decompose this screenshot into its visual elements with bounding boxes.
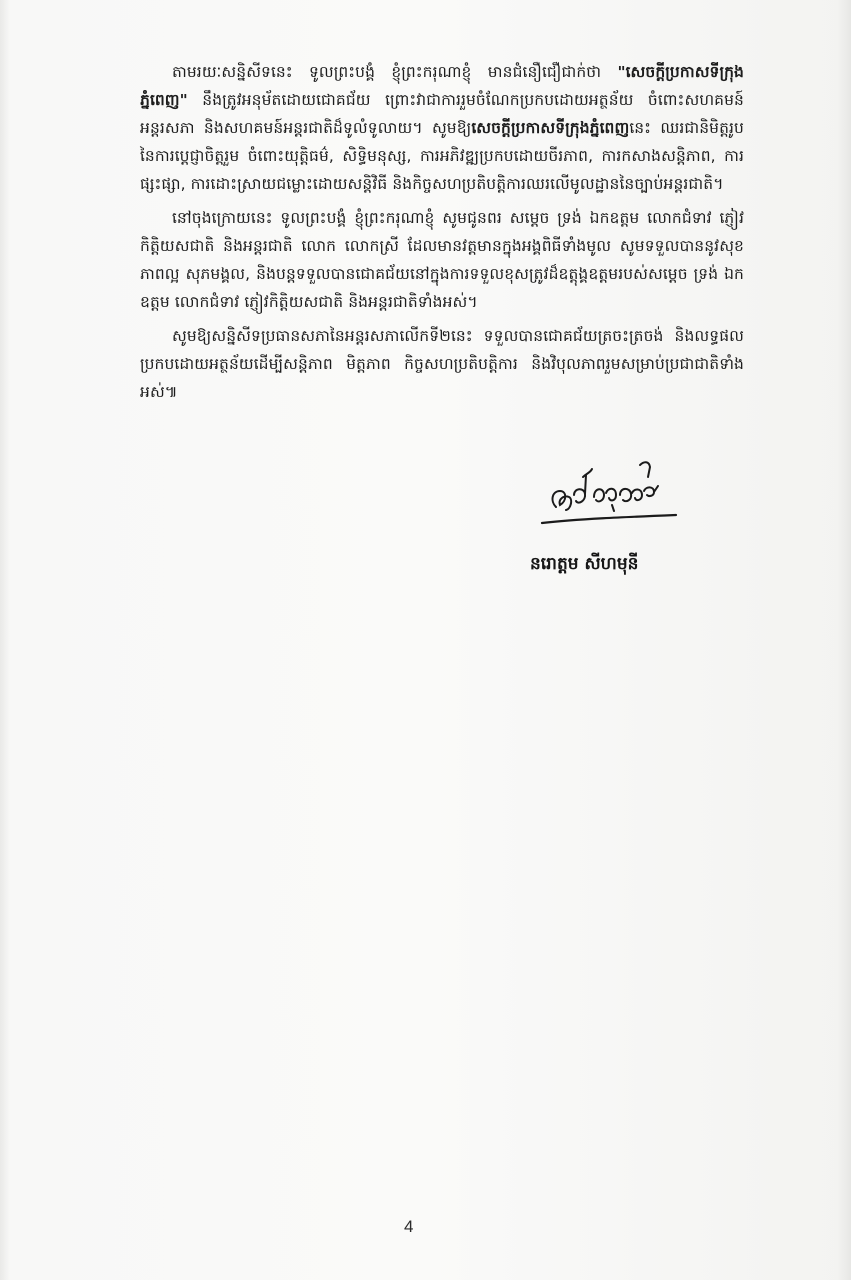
declaration-title-repeat: សេចក្តីប្រកាសទីក្រុងភ្នំពេញ bbox=[471, 119, 630, 137]
paragraph-1-text-c: នេះ ឈរជានិមិត្តរូបនៃការប្តេជ្ញាចិត្តរួម ចំពោះយុត្តិធម៌, សិទ្ធិមនុស្ស, ការអភិវឌ្ឍប្រកបដោយចីរភាព, ការកសាងសន្តិភាព, ការផ្សះផ្សា, ការដោះស្រាយជម្លោះដោយសន្តិវិធី និងកិច្ចសហប្រតិបត្តិការឈរលើមូលដ្ឋាននៃច្បាប់អន្តរជាតិ។ bbox=[140, 119, 744, 193]
paragraph-3: សូមឱ្យសន្និសីទប្រធានសភានៃអន្តរសភាលើកទី២នេះ ទទួលបានជោគជ័យត្រចះត្រចង់ និងលទ្ធផលប្រកបដោយអត្ថន័យដើម្បីសន្តិភាព មិត្តភាព កិច្ចសហប្រតិបត្តិការ និងវិបុលភាពរួមសម្រាប់ប្រជាជាតិទាំងអស់៕ bbox=[140, 327, 744, 401]
paragraph-1-text-a: តាមរយៈសន្និសីទនេះ ទូលព្រះបង្គំ ខ្ញុំព្រះករុណាខ្ញុំ មានជំនឿជឿជាក់ថា bbox=[172, 63, 618, 81]
declaration-title: "សេចក្តីប្រកាសទីក្រុងភ្នំពេញ" bbox=[140, 63, 744, 109]
signature-block bbox=[520, 455, 700, 585]
paragraph-2: នៅចុងក្រោយនេះ ទូលព្រះបង្គំ ខ្ញុំព្រះករុណាខ្ញុំ សូមជូនពរ សម្តេច ទ្រង់ ឯកឧត្តម លោកជំទាវ ភ្ញៀវកិត្តិយសជាតិ និងអន្តរជាតិ លោក លោកស្រី ដែលមានវត្តមានក្នុងអង្គពិធីទាំងមូល សូមទទួលបាននូវសុខភាពល្អ សុភមង្គល, និងបន្តទទួលបានជោគជ័យនៅក្នុងការទទួលខុសត្រូវដ៏ឧត្តុង្គឧត្តមរបស់សម្តេច ទ្រង់ ឯកឧត្តម លោកជំទាវ ភ្ញៀវកិត្តិយសជាតិ និងអន្តរជាតិទាំងអស់។ bbox=[140, 209, 744, 311]
paragraph-1-text-b: នឹងត្រូវអនុម័តដោយជោគជ័យ ព្រោះវាជាការរួមចំណែកប្រកបដោយអត្ថន័យ ចំពោះសហគមន៍អន្តរសភា និងសហគមន៍អន្តរជាតិដ៏ទូលំទូលាយ។ សូមឱ្យ bbox=[140, 91, 744, 137]
page-edge-shadow bbox=[837, 0, 851, 1280]
paragraph-1 bbox=[140, 58, 744, 198]
signer-name: នរោត្តម សីហមុនី bbox=[530, 554, 639, 574]
letter-body bbox=[140, 58, 744, 412]
page-number: 4 bbox=[404, 1217, 414, 1236]
handwritten-signature bbox=[536, 455, 686, 530]
